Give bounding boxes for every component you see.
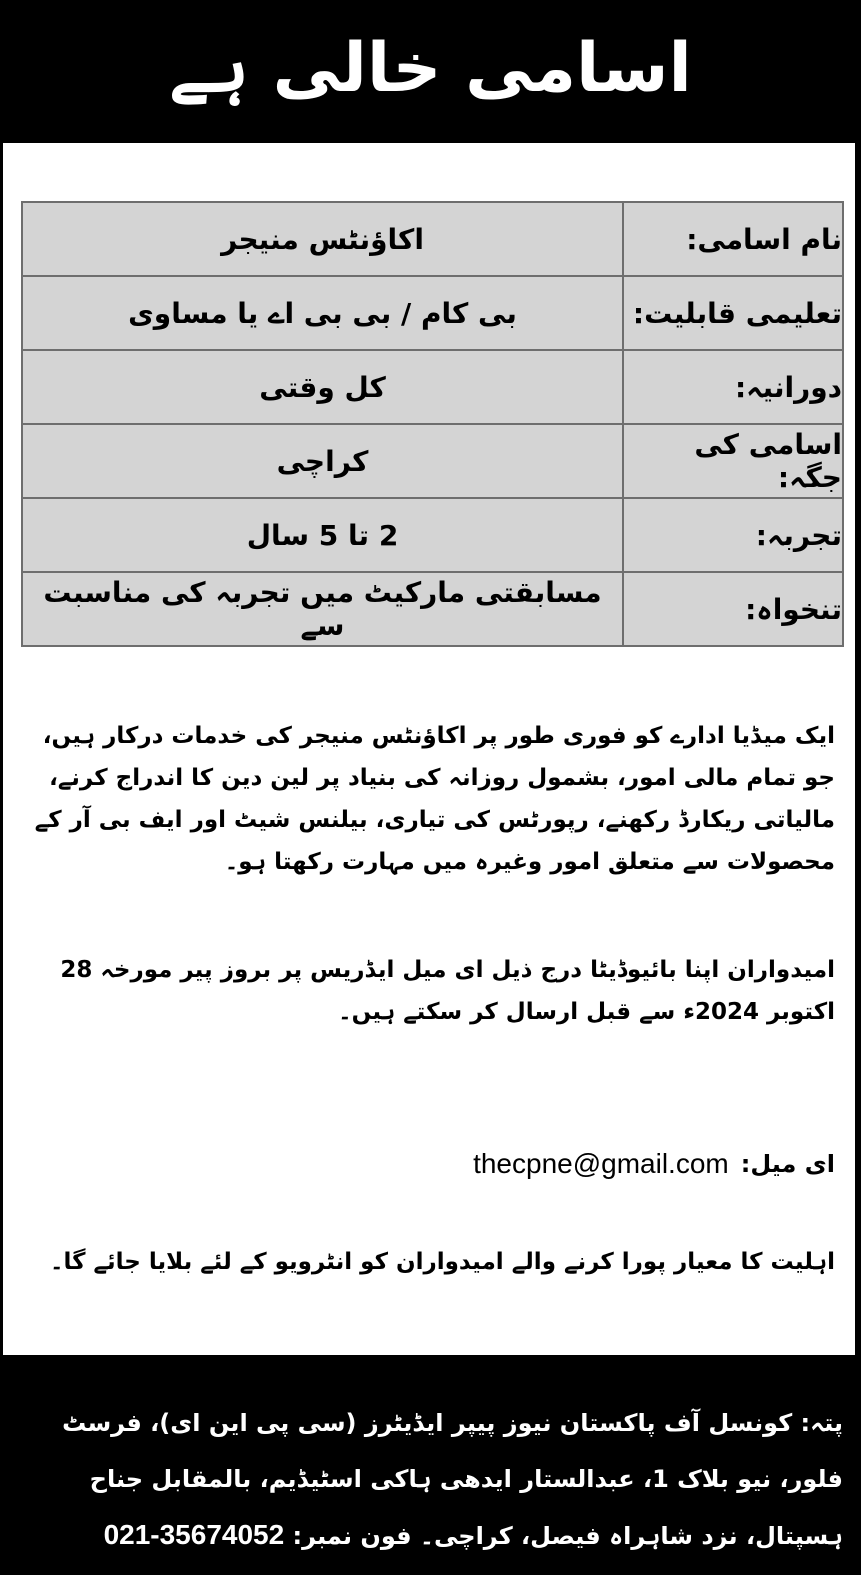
table-row (22, 202, 843, 276)
row-value: کراچی (22, 424, 623, 498)
row-label: نام اسامی: (623, 202, 843, 276)
page-title: اسامی خالی ہے (169, 28, 692, 108)
interview-note: اہلیت کا معیار پورا کرنے والے امیدواران کو انٹرویو کے لئے بلایا جائے گا۔ (50, 1249, 835, 1275)
table-row (22, 498, 843, 572)
email-label: ای میل: (740, 1150, 835, 1178)
email-line (473, 1148, 835, 1180)
address-text: پتہ: کونسل آف پاکستان نیوز پیپر ایڈیٹرز (سی پی این ای)، فرسٹ فلور، نیو بلاک 1، عبدالستار ایدھی ہاکی اسٹیڈیم، بالمقابل جناح ہسپتال، نزد شاہراہ فیصل، کراچی۔ فون نمبر: (62, 1409, 843, 1550)
row-label: دورانیہ: (623, 350, 843, 424)
row-value: بی کام / بی بی اے یا مساوی (22, 276, 623, 350)
footer-address-bar (0, 1355, 861, 1575)
phone-number[interactable]: 021-35674052 (103, 1519, 285, 1550)
table-row (22, 572, 843, 646)
footer-address (17, 1395, 843, 1564)
table-row (22, 350, 843, 424)
row-label: تجربہ: (623, 498, 843, 572)
job-details-table (21, 201, 844, 647)
row-value: 2 تا 5 سال (22, 498, 623, 572)
content-panel (3, 143, 855, 1355)
row-label: اسامی کی جگہ: (623, 424, 843, 498)
row-value: اکاؤنٹس منیجر (22, 202, 623, 276)
row-value: مسابقتی مارکیٹ میں تجربہ کی مناسبت سے (22, 572, 623, 646)
row-value: کل وقتی (22, 350, 623, 424)
application-instructions: امیدواران اپنا بائیوڈیٹا درج ذیل ای میل ایڈریس پر بروز پیر مورخہ 28 اکتوبر 2024ء سے قبل ارسال کر سکتے ہیں۔ (60, 957, 835, 1025)
row-label: تنخواہ: (623, 572, 843, 646)
job-description: ایک میڈیا ادارے کو فوری طور پر اکاؤنٹس منیجر کی خدمات درکار ہیں، جو تمام مالی امور، بشمول روزانہ کی بنیاد پر لین دین کا اندراج کرنے، مالیاتی ریکارڈ رکھنے، رپورٹس کی تیاری، بیلنس شیٹ اور ایف بی آر کے محصولات سے متعلق امور وغیرہ میں مہارت رکھتا ہو۔ (34, 723, 835, 875)
row-label: تعلیمی قابلیت: (623, 276, 843, 350)
table-row (22, 276, 843, 350)
table-row (22, 424, 843, 498)
header-banner (0, 0, 861, 143)
email-link[interactable]: thecpne@gmail.com (473, 1148, 729, 1179)
